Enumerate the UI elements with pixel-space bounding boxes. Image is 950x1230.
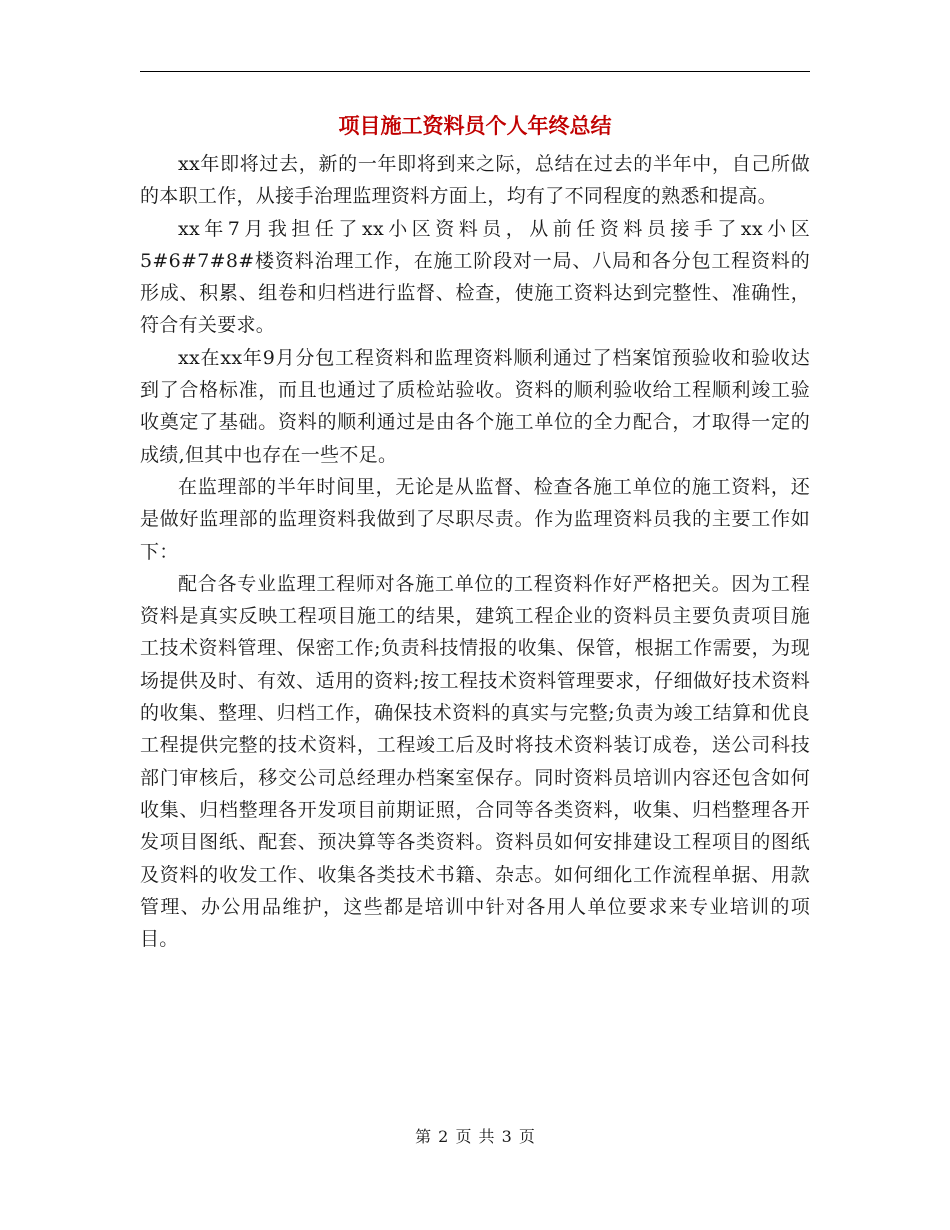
paragraph-1: xx年即将过去，新的一年即将到来之际，总结在过去的半年中，自己所做的本职工作，从接手治理监理资料方面上，均有了不同程度的熟悉和提高。	[140, 153, 810, 208]
page-footer: 第 2 页 共 3 页	[415, 1127, 535, 1146]
header-rule	[140, 71, 810, 72]
paragraph-5: 配合各专业监理工程师对各施工单位的工程资料作好严格把关。因为工程资料是真实反映工程项目施工的结果，建筑工程企业的资料员主要负责项目施工技术资料管理、保密工作;负责科技情报的收集、保管，根据工作需要，为现场提供及时、有效、适用的资料;按工程技术资料管理要求，仔细做好技术资料的收集、整理、归档工作，确保技术资料的真实与完整;负责为竣工结算和优良工程提供完整的技术资料，工程竣工后及时将技术资料装订成卷，送公司科技部门审核后，移交公司总经理办档案室保存。同时资料员培训内容还包含如何收集、归档整理各开发项目前期证照，合同等各类资料，收集、归档整理各开发项目图纸、配套、预决算等各类资料。资料员如何安排建设工程项目的图纸及资料的收发工作、收集各类技术书籍、杂志。如何细化工作流程单据、用款管理、办公用品维护，这些都是培训中针对各用人单位要求来专业培训的项目。	[140, 572, 810, 951]
paragraph-4: 在监理部的半年时间里，无论是从监督、检查各施工单位的施工资料，还是做好监理部的监理资料我做到了尽职尽责。作为监理资料员我的主要工作如下：	[140, 475, 810, 563]
paragraph-3: xx在xx年9月分包工程资料和监理资料顺利通过了档案馆预验收和验收达到了合格标准，而且也通过了质检站验收。资料的顺利验收给工程顺利竣工验收奠定了基础。资料的顺利通过是由各个施工单位的全力配合，才取得一定的成绩,但其中也存在一些不足。	[140, 346, 810, 466]
document-body	[140, 148, 810, 955]
paragraph-2: xx年7月我担任了xx小区资料员，从前任资料员接手了xx小区5#6#7#8#楼资料治理工作，在施工阶段对一局、八局和各分包工程资料的形成、积累、组卷和归档进行监督、检查，使施工资料达到完整性、准确性，符合有关要求。	[140, 217, 810, 337]
document-title: 项目施工资料员个人年终总结	[338, 113, 612, 138]
